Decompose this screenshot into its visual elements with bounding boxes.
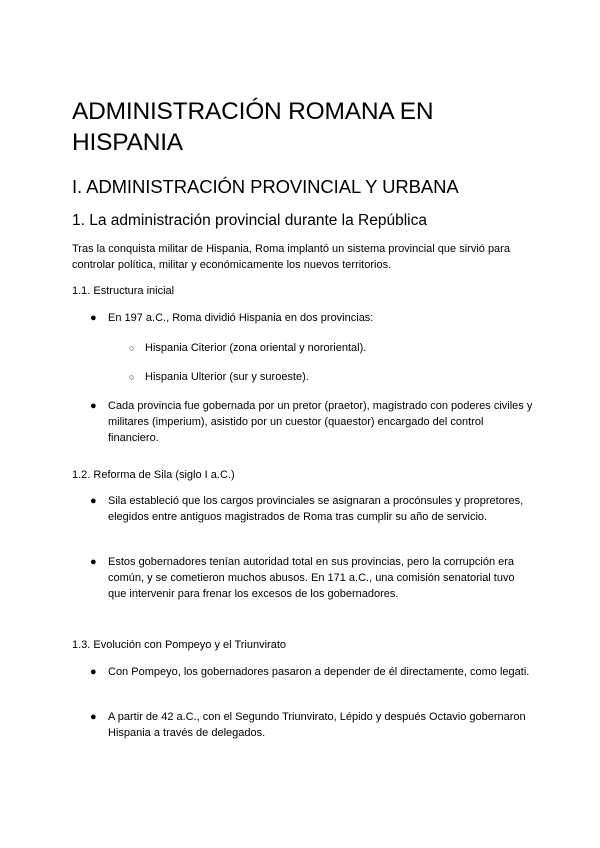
circle-bullet-icon: ○: [129, 343, 135, 353]
document-title: ADMINISTRACIÓN ROMANA EN HISPANIA: [72, 98, 434, 156]
sub-list-item-text: Hispania Citerior (zona oriental y nororiental).: [145, 342, 367, 354]
list-item-text: A partir de 42 a.C., con el Segundo Triunvirato, Lépido y después Octavio gobernaron Hispania a través de delegados.: [108, 711, 526, 739]
list-item: [90, 310, 533, 326]
list-item-text: Sila estableció que los cargos provinciales se asignaran a procónsules y propretores, elegidos entre antiguos magistrados de Roma tras cumplir su año de servicio.: [108, 495, 524, 523]
heading-1-3: 1.3. Evolución con Pompeyo y el Triunvirato: [72, 639, 287, 651]
bullet-icon: ●: [90, 666, 97, 678]
list-item-text: Con Pompeyo, los gobernadores pasaron a depender de él directamente, como legati.: [108, 666, 530, 678]
bullet-icon: ●: [90, 312, 97, 324]
sub-list-item: [129, 340, 535, 356]
bullet-icon: ●: [90, 711, 97, 723]
list-item: [90, 664, 533, 680]
list-item: [90, 493, 533, 525]
list-item-text: Cada provincia fue gobernada por un pretor (praetor), magistrado con poderes civiles y militares (imperium), asistido por un cuestor (quaestor) encargado del control financiero.: [108, 400, 533, 444]
intro-paragraph: Tras la conquista militar de Hispania, Roma implantó un sistema provincial que sirvió para controlar política, militar y económicamente los nuevos territorios.: [72, 243, 510, 271]
bullet-icon: ●: [90, 556, 97, 568]
list-item: [90, 709, 533, 741]
heading-1-2: 1.2. Reforma de Sila (siglo I a.C.): [72, 469, 235, 481]
list-item-text: Estos gobernadores tenían autoridad total en sus provincias, pero la corrupción era común, y se cometieron muchos abusos. En 171 a.C., una comisión senatorial tuvo que intervenir para frenar los excesos de los gobernadores.: [108, 556, 515, 600]
sub-list-item-text: Hispania Ulterior (sur y suroeste).: [145, 371, 309, 383]
section-heading: I. ADMINISTRACIÓN PROVINCIAL Y URBANA: [72, 176, 459, 197]
bullet-icon: ●: [90, 495, 97, 507]
bullet-icon: ●: [90, 400, 97, 412]
list-item: [90, 554, 533, 602]
circle-bullet-icon: ○: [129, 372, 135, 382]
list-item: [90, 398, 533, 446]
list-item-text: En 197 a.C., Roma dividió Hispania en dos provincias:: [108, 312, 374, 324]
sub-list-item: [129, 369, 535, 385]
heading-1-1: 1.1. Estructura inicial: [72, 285, 175, 297]
subsection-heading: 1. La administración provincial durante la República: [72, 212, 427, 229]
